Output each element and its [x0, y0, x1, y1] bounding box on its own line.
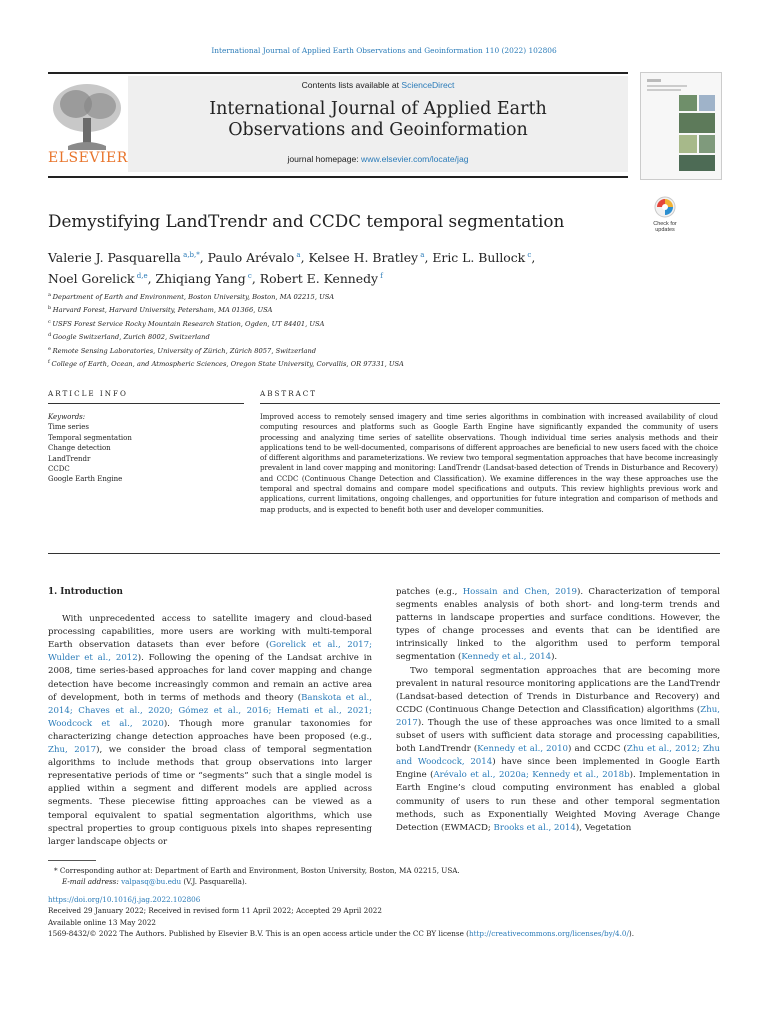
affiliation-list	[48, 290, 608, 371]
keywords-label: Keywords:	[48, 413, 86, 421]
author-name: Eric L. Bullock	[432, 250, 526, 266]
received-dates: Received 29 January 2022; Received in revised form 11 April 2022; Accepted 29 April 2022	[48, 906, 382, 916]
affiliation-marker: a	[48, 292, 53, 298]
license-link[interactable]: http://creativecommons.org/licenses/by/4.0/	[468, 929, 629, 939]
author-line-1: Valerie J. Pasquarella $^{a,b,*}$, Paulo Arévalo $^a$, Kelsee H. Bratley $^a$, Eric L. Bullock $^c$,	[48, 250, 536, 266]
author-affiliation-marker[interactable]: a	[294, 251, 301, 259]
keyword-item: CCDC	[48, 465, 70, 474]
email-label: E-mail address:	[62, 877, 122, 887]
paragraph: Two temporal segmentation approaches that are becoming more prevalent in natural resource monitoring applications are the LandTrendr (Landsat-based detection of Trends in Disturbance and Recovery) and CCDC (Continuous Change Detection and Classification) algorithms (Zhu, 2017). Though the use of these approaches was once limited to a small subset of users with sufficient data storage and processing capabilities, both LandTrendr (Kennedy et al., 2010) and CCDC (Zhu et al., 2012; Zhu and Woodcock, 2014) have since been implemented in Google Earth Engine (Arévalo et al., 2020a; Kennedy et al., 2018b). Implementation in Earth Engine’s cloud computing environment has enabled a global community of users to run these and other temporal segmentation methods, such as Exponentially Weighted Moving Average Change Detection (EWMACD; Brooks et al., 2014), Vegetation	[396, 665, 720, 833]
author-name: Robert E. Kennedy	[259, 271, 379, 287]
affiliation-text: USFS Forest Service Rocky Mountain Research Station, Ogden, UT 84401, USA	[52, 320, 325, 329]
author-name: Noel Gorelick	[48, 271, 135, 287]
author-affiliation-marker[interactable]: a	[418, 251, 425, 259]
email-link[interactable]: valpasq@bu.edu	[121, 877, 182, 887]
homepage-prefix: journal homepage:	[287, 154, 362, 164]
citation-link[interactable]: Gorelick et al., 2017; Wulder et al., 2012	[48, 640, 372, 664]
affiliation-item	[48, 330, 608, 343]
online-date: Available online 13 May 2022	[48, 917, 156, 927]
journal-title	[128, 99, 628, 141]
affiliation-marker: f	[48, 359, 52, 366]
article-info-rule	[48, 403, 244, 404]
citation-link[interactable]: Arévalo et al., 2020a; Kennedy et al., 2018b	[433, 770, 630, 781]
affiliation-text: Google Switzerland, Zurich 8002, Switzerland	[52, 333, 210, 342]
abstract-bottom-rule	[48, 553, 720, 554]
author-name: Paulo Arévalo	[207, 250, 295, 266]
check-for-updates-icon[interactable]	[645, 194, 685, 234]
journal-citation[interactable]: International Journal of Applied Earth Observations and Geoinformation 110 (2022) 102806	[211, 46, 557, 55]
svg-text:updates: updates	[655, 227, 675, 233]
keyword-item: Temporal segmentation	[48, 433, 132, 442]
svg-text:Check for: Check for	[653, 221, 677, 227]
affiliation-text: Harvard Forest, Harvard University, Petersham, MA 01366, USA	[52, 306, 273, 315]
author-affiliation-marker[interactable]: f	[378, 272, 383, 281]
keyword-item: Google Earth Engine	[48, 475, 123, 484]
journal-cover-image	[640, 72, 722, 180]
email-suffix: (V.J. Pasquarella).	[181, 877, 247, 887]
footnotes	[48, 865, 728, 939]
publisher-name: ELSEVIER	[48, 150, 128, 166]
affiliation-text: Department of Earth and Environment, Boston University, Boston, MA 02215, USA	[52, 293, 335, 302]
affiliation-item	[48, 303, 608, 316]
affiliation-marker: d	[48, 332, 53, 339]
homepage-link[interactable]: www.elsevier.com/locate/jag	[361, 154, 469, 164]
journal-title-line2: Observations and Geoinformation	[228, 120, 528, 140]
license-suffix: ).	[628, 929, 634, 939]
contents-prefix: Contents lists available at	[301, 80, 402, 90]
affiliation-item	[48, 357, 608, 370]
author-affiliation-marker[interactable]: d,e	[134, 272, 148, 281]
author-list	[48, 246, 648, 288]
sciencedirect-link[interactable]: ScienceDirect	[401, 80, 455, 90]
citation-link[interactable]: Zhu et al., 2012; Zhu and Woodcock, 2014	[396, 744, 720, 768]
contents-line	[128, 80, 628, 90]
affiliation-text: Remote Sensing Laboratories, University of Zürich, Zürich 8057, Switzerland	[52, 346, 317, 355]
abstract-rule	[260, 403, 720, 404]
footnote-separator	[48, 860, 96, 861]
keyword-item: Change detection	[48, 444, 111, 453]
body-left-column	[48, 586, 372, 849]
journal-title-line1: International Journal of Applied Earth	[209, 99, 547, 119]
paragraph: With unprecedented access to satellite imagery and cloud-based processing capabilities, more users are working with multi-temporal Earth observation datasets than ever before (Gorelick et al., 2017; Wulder et al., 2012). Following the opening of the Landsat archive in 2008, time series-based approaches for land cover mapping and change detection have become increasingly common and remain an active area of development, both in terms of methods and theory (Banskota et al., 2014; Chaves et al., 2020; Gómez et al., 2016; Hemati et al., 2021; Woodcock et al., 2020). Though more granular taxonomies for characterizing change detection approaches have been proposed (e.g., Zhu, 2017), we consider the broad class of temporal segmentation algorithms to include methods that group observations into larger representative periods of time or “segments” such that a single model is applied within a segment and different models are applied across segments. These piecewise fitting approaches can be viewed as a temporal equivalent to spatial segmentation algorithms, which use spectral properties to group contiguous pixels into shapes representing larger landscape objects or	[48, 614, 373, 847]
header-bottom-rule	[48, 176, 628, 178]
author-line-2: Noel Gorelick $^{d,e}$, Zhiqiang Yang $^c$, Robert E. Kennedy $^f$	[48, 271, 383, 287]
affiliation-marker: b	[48, 305, 53, 312]
keyword-item: LandTrendr	[48, 454, 91, 463]
author-name: Valerie J. Pasquarella	[48, 250, 181, 266]
citation-link[interactable]: Zhu, 2017	[396, 704, 720, 728]
citation-link[interactable]: Kennedy et al., 2010	[477, 744, 569, 755]
citation-link[interactable]: Zhu, 2017	[48, 745, 97, 756]
author-name: Kelsee H. Bratley	[308, 250, 419, 266]
journal-homepage	[128, 154, 628, 164]
section-heading-introduction: 1. Introduction	[48, 587, 123, 597]
author-name: Zhiqiang Yang	[155, 271, 246, 287]
abstract-text: Improved access to remotely sensed imagery and time series algorithms in combination with increased availability of cloud computing resources and platforms such as Google Earth Engine have significantly expanded the community of users processing and analyzing time series of satellite observations. Though individual time series analysis methods and their applications tend to be well-documented, comparisons of different approaches are beneficial to new users faced with the choice of different algorithms and parameterizations. We review two temporal segmentation approaches that have become increasingly prevalent in land cover mapping and monitoring: LandTrendr (Landsat-based detection of Trends in Disturbance and Recovery) and CCDC (Continuous Change Detection and Classification). We examine differences in the way these approaches use the temporal and spectral domains and compare model specifications and outputs. This review highlights previous work and applications, current limitations, ongoing challenges, and opportunities for future integration and comparison of methods and map products, and is expected to benefit both user and developer communities.	[260, 413, 718, 514]
affiliation-item	[48, 290, 608, 303]
author-affiliation-marker[interactable]: c	[245, 272, 252, 281]
article-info-heading: ARTICLE INFO	[48, 389, 128, 398]
affiliation-text: College of Earth, Ocean, and Atmospheric Sciences, Oregon State University, Corvallis, OR 97331, USA	[51, 360, 404, 369]
header-top-rule	[48, 72, 628, 74]
license-prefix: 1569-8432/© 2022 The Authors. Published by Elsevier B.V. This is an open access article under the CC BY license (	[48, 929, 469, 939]
body-right-column	[396, 586, 720, 835]
citation-link[interactable]: Banskota et al., 2014; Chaves et al., 2020; Gómez et al., 2016; Hemati et al., 2021; Woodcock et al., 2020	[48, 692, 373, 729]
keywords-block	[48, 412, 132, 485]
citation-link[interactable]: Brooks et al., 2014	[493, 822, 576, 833]
affiliation-marker: e	[48, 345, 53, 352]
author-affiliation-marker[interactable]: c	[525, 251, 532, 259]
affiliation-item	[48, 317, 608, 330]
email-note	[48, 876, 728, 887]
abstract-heading: ABSTRACT	[260, 389, 318, 398]
affiliation-marker: c	[48, 318, 53, 325]
citation-link[interactable]: Hossain and Chen, 2019	[462, 587, 578, 597]
doi-link[interactable]: https://doi.org/10.1016/j.jag.2022.102806	[48, 894, 201, 904]
paragraph: patches (e.g., Hossain and Chen, 2019). Characterization of temporal segments enables analysis of both short- and long-term trends and patterns in landscape properties and surface conditions. However, the types of change processes and events that can be identified are intrinsically linked to the algorithm used to perform temporal segmentation (Kennedy et al., 2014).	[396, 587, 720, 663]
article-title: Demystifying LandTrendr and CCDC temporal segmentation	[48, 211, 565, 231]
author-affiliation-marker[interactable]: a,b,*	[180, 251, 200, 259]
citation-link[interactable]: Kennedy et al., 2014	[461, 652, 552, 663]
license-note	[48, 928, 728, 939]
keyword-item: Time series	[48, 423, 89, 432]
corresponding-author-note: * Corresponding author at: Department of Earth and Environment, Boston University, Boston, MA 02215, USA.	[54, 866, 460, 875]
affiliation-item	[48, 344, 608, 357]
